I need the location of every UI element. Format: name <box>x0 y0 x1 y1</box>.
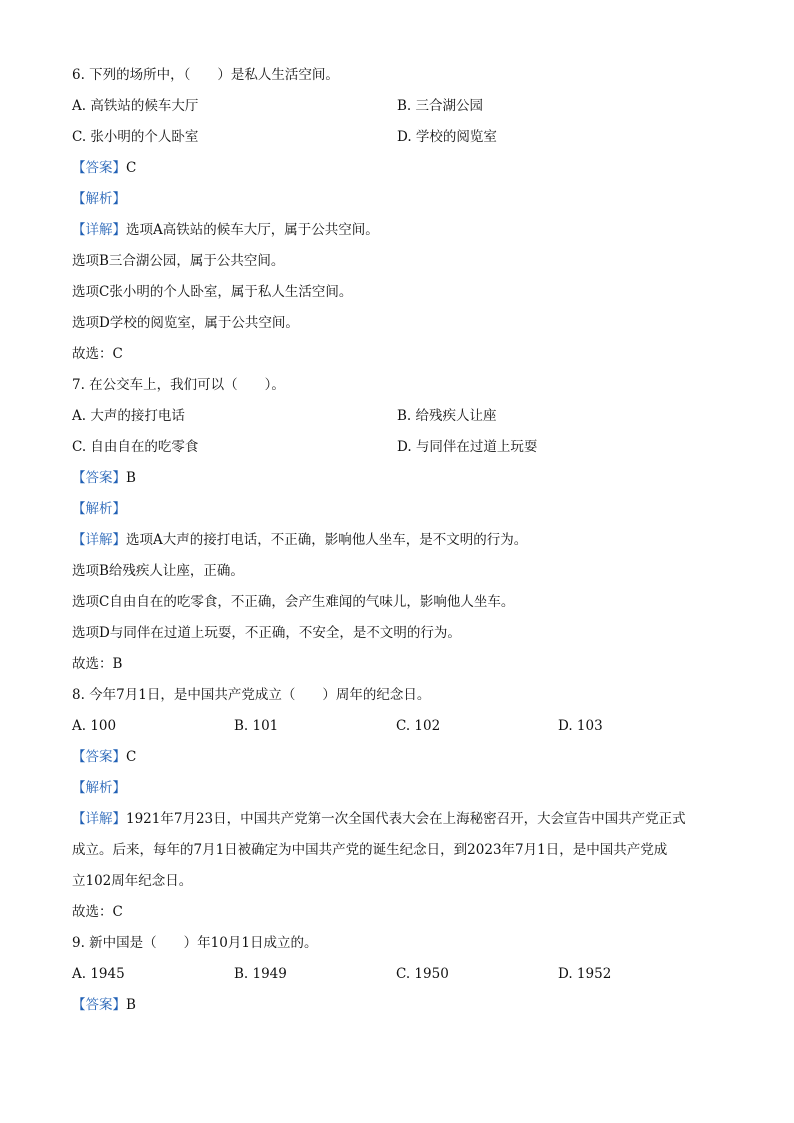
option-d: D. 103 <box>558 718 603 734</box>
option-c: C. 自由自在的吃零食 <box>72 439 199 455</box>
options-row <box>72 711 732 742</box>
option-a: A. 大声的接打电话 <box>72 408 185 424</box>
option-b: B. 给残疾人让座 <box>397 408 497 424</box>
answer-value: C <box>126 749 137 765</box>
detail-tag: 【详解】 <box>72 811 126 827</box>
detail-text: 选项A高铁站的候车大厅，属于公共空间。 <box>126 222 379 238</box>
question-stem: 7. 在公交车上，我们可以（ ）。 <box>72 377 285 393</box>
detail-line <box>72 215 732 246</box>
question-stem: 8. 今年7月1日，是中国共产党成立（ ）周年的纪念日。 <box>72 687 431 703</box>
option-a: A. 高铁站的候车大厅 <box>72 98 199 114</box>
options-row <box>72 122 732 153</box>
option-b: B. 三合湖公园 <box>397 98 484 114</box>
detail-text: 选项A大声的接打电话，不正确，影响他人坐车，是不文明的行为。 <box>126 532 528 548</box>
options-row <box>72 401 732 432</box>
answer-tag: 【答案】 <box>72 470 126 486</box>
question-7 <box>72 370 732 680</box>
analysis-tag: 【解析】 <box>72 780 126 796</box>
answer-line <box>72 463 732 494</box>
question-stem: 9. 新中国是（ ）年10月1日成立的。 <box>72 935 318 951</box>
options-row <box>72 432 732 463</box>
detail-text: 1921年7月23日，中国共产党第一次全国代表大会在上海秘密召开，大会宣告中国共产党正式 <box>126 811 686 827</box>
detail-tag: 【详解】 <box>72 222 126 238</box>
conclusion-line: 故选：C <box>72 904 123 920</box>
option-c: C. 1950 <box>396 966 449 982</box>
analysis-line <box>72 494 732 525</box>
analysis-line <box>72 773 732 804</box>
option-c: C. 张小明的个人卧室 <box>72 129 199 145</box>
option-d: D. 1952 <box>558 966 612 982</box>
document-page <box>72 60 732 1021</box>
answer-value: C <box>126 160 137 176</box>
answer-value: B <box>126 470 136 486</box>
answer-line <box>72 742 732 773</box>
detail-line: 选项D学校的阅览室，属于公共空间。 <box>72 315 299 331</box>
question-9 <box>72 928 732 1021</box>
answer-value: B <box>126 997 136 1013</box>
answer-tag: 【答案】 <box>72 160 126 176</box>
detail-line: 成立。后来，每年的7月1日被确定为中国共产党的诞生纪念日，到2023年7月1日，是中国共产党成 <box>72 842 668 858</box>
option-d: D. 学校的阅览室 <box>397 129 497 145</box>
detail-line: 立102周年纪念日。 <box>72 873 193 889</box>
detail-tag: 【详解】 <box>72 532 126 548</box>
detail-line: 选项C自由自在的吃零食，不正确，会产生难闻的气味儿，影响他人坐车。 <box>72 594 515 610</box>
option-c: C. 102 <box>396 718 441 734</box>
options-row <box>72 959 732 990</box>
option-d: D. 与同伴在过道上玩耍 <box>397 439 538 455</box>
conclusion-line: 故选：C <box>72 346 123 362</box>
detail-line: 选项D与同伴在过道上玩耍，不正确，不安全，是不文明的行为。 <box>72 625 461 641</box>
detail-line: 选项B给残疾人让座，正确。 <box>72 563 244 579</box>
detail-line: 选项B三合湖公园，属于公共空间。 <box>72 253 285 269</box>
option-a: A. 1945 <box>72 966 125 982</box>
option-b: B. 101 <box>234 718 279 734</box>
detail-line <box>72 525 732 556</box>
answer-tag: 【答案】 <box>72 749 126 765</box>
option-a: A. 100 <box>72 718 117 734</box>
options-row <box>72 91 732 122</box>
detail-line: 选项C张小明的个人卧室，属于私人生活空间。 <box>72 284 353 300</box>
conclusion-line: 故选：B <box>72 656 123 672</box>
question-stem: 6. 下列的场所中，（ ）是私人生活空间。 <box>72 67 339 83</box>
answer-line <box>72 153 732 184</box>
analysis-line <box>72 184 732 215</box>
option-b: B. 1949 <box>234 966 287 982</box>
question-8 <box>72 680 732 928</box>
answer-tag: 【答案】 <box>72 997 126 1013</box>
question-6 <box>72 60 732 370</box>
analysis-tag: 【解析】 <box>72 191 126 207</box>
analysis-tag: 【解析】 <box>72 501 126 517</box>
detail-line <box>72 804 732 835</box>
answer-line <box>72 990 732 1021</box>
